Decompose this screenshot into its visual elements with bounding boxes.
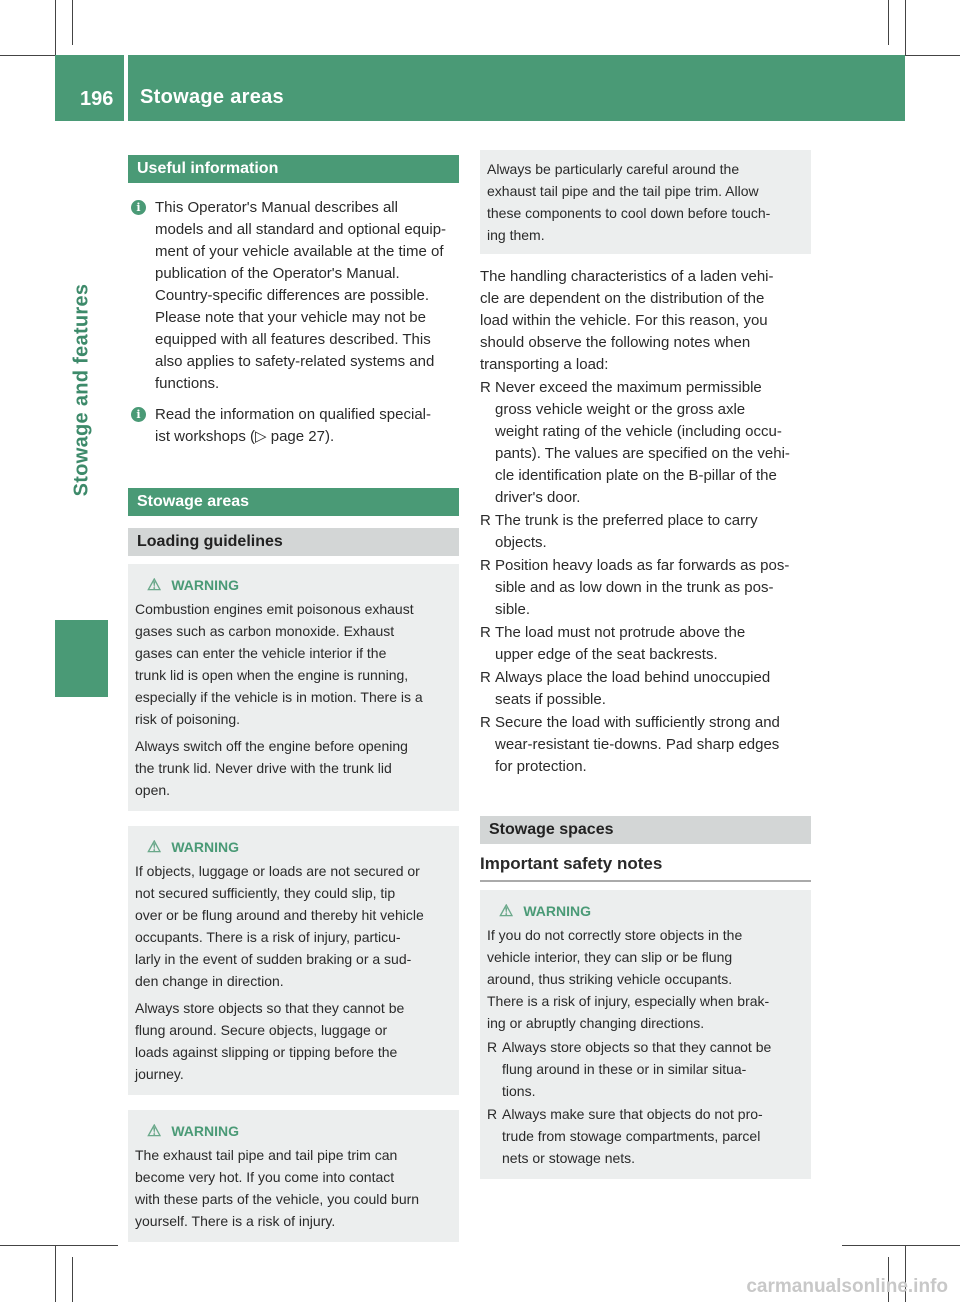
- text-line: load within the vehicle. For this reason, you: [480, 312, 768, 329]
- subsection-title-loading-guidelines: Loading guidelines: [128, 528, 459, 556]
- page-number: 196: [80, 88, 114, 110]
- text-line: Always store objects so that they cannot be: [502, 1039, 772, 1055]
- text-line: This Operator's Manual describes all: [155, 199, 398, 216]
- right-column: [480, 150, 811, 1179]
- crop-mark: [72, 1257, 73, 1302]
- info-note-text: [155, 404, 459, 448]
- text-line: become very hot. If you come into contact: [135, 1169, 395, 1185]
- text-line: models and all standard and optional equip-: [155, 221, 447, 238]
- text-line: larly in the event of sudden braking or a sud-: [135, 951, 412, 967]
- list-item: [487, 1036, 804, 1102]
- text-line: Read the information on qualified special-: [155, 406, 431, 423]
- list-item: [480, 510, 811, 554]
- text-line: upper edge of the seat backrests.: [495, 646, 718, 663]
- page-title: Stowage areas: [140, 86, 284, 108]
- text-line: journey.: [135, 1066, 184, 1082]
- text-line: with these parts of the vehicle, you could burn: [135, 1191, 420, 1207]
- text-line: around, thus striking vehicle occupants.: [487, 971, 733, 987]
- crop-mark: [0, 1245, 118, 1246]
- text-line: sible and as low down in the trunk as pos-: [495, 579, 774, 596]
- warning-triangle-icon: ⚠: [499, 903, 514, 920]
- crop-mark: [888, 0, 889, 45]
- text-line: Position heavy loads as far forwards as pos-: [495, 557, 790, 574]
- text-line: functions.: [155, 375, 220, 392]
- bullet-icon: R: [480, 557, 491, 574]
- info-note-1: [128, 197, 459, 395]
- text-line: cle are dependent on the distribution of the: [480, 290, 765, 307]
- text-line: ing them.: [487, 227, 545, 243]
- crop-mark: [842, 1245, 960, 1246]
- text-line: gross vehicle weight or the gross axle: [495, 401, 746, 418]
- warning-paragraph: [135, 997, 452, 1085]
- bullet-icon: R: [480, 669, 491, 686]
- list-item: [480, 555, 811, 621]
- text-line: wear-resistant tie-downs. Pad sharp edges: [495, 736, 780, 753]
- text-line: Secure the load with sufficiently strong and: [495, 714, 780, 731]
- bullet-icon: R: [487, 1039, 498, 1055]
- text-line: The exhaust tail pipe and tail pipe trim can: [135, 1147, 398, 1163]
- text-line: ment of your vehicle available at the time of: [155, 243, 444, 260]
- info-icon: i: [131, 200, 146, 215]
- text-line: over or be flung around and thereby hit vehicle: [135, 907, 424, 923]
- text-line: trunk lid is open when the engine is running,: [135, 667, 409, 683]
- warning-heading: [135, 574, 452, 596]
- warning-box: [128, 564, 459, 811]
- warning-box: [128, 1110, 459, 1242]
- bullet-icon: R: [480, 379, 491, 396]
- crop-mark: [905, 0, 906, 55]
- watermark: carmanualsonline.info: [746, 1276, 948, 1297]
- warning-box-continued: [480, 150, 811, 254]
- text-line: pants). The values are specified on the vehi-: [495, 445, 790, 462]
- warning-heading: [487, 900, 804, 922]
- handling-paragraph: [480, 266, 811, 376]
- left-column: [128, 155, 459, 1242]
- page-reference-link[interactable]: ist workshops (▷ page 27).: [155, 428, 335, 445]
- text-line: gases can enter the vehicle interior if the: [135, 645, 387, 661]
- side-tab-label: Stowage and features: [70, 283, 93, 497]
- text-line: loads against slipping or tipping before the: [135, 1044, 398, 1060]
- text-line: driver's door.: [495, 489, 581, 506]
- text-line: trude from stowage compartments, parcel: [502, 1128, 761, 1144]
- warning-label: WARNING: [171, 577, 240, 593]
- list-item: [480, 667, 811, 711]
- text-line: the trunk lid. Never drive with the trunk lid: [135, 760, 392, 776]
- text-line: open.: [135, 782, 171, 798]
- warning-label: WARNING: [171, 839, 240, 855]
- text-line: also applies to safety-related systems and: [155, 353, 435, 370]
- text-line: tions.: [502, 1083, 536, 1099]
- subsection-title-stowage-spaces: Stowage spaces: [480, 816, 811, 844]
- text-line: flung around in these or in similar situa-: [502, 1061, 747, 1077]
- text-line: publication of the Operator's Manual.: [155, 265, 400, 282]
- warning-box: [128, 826, 459, 1095]
- text-line: Always store objects so that they cannot be: [135, 1000, 405, 1016]
- warning-label: WARNING: [171, 1123, 240, 1139]
- crop-mark: [55, 1245, 56, 1302]
- section-title-useful-information: Useful information: [128, 155, 459, 183]
- text-line: weight rating of the vehicle (including occu-: [495, 423, 782, 440]
- text-line: flung around. Secure objects, luggage or: [135, 1022, 388, 1038]
- crop-mark: [55, 0, 56, 55]
- text-line: vehicle interior, they can slip or be flung: [487, 949, 733, 965]
- text-line: seats if possible.: [495, 691, 606, 708]
- list-item: [480, 712, 811, 778]
- text-line: The trunk is the preferred place to carry: [495, 512, 758, 529]
- bullet-icon: R: [480, 624, 491, 641]
- text-line: risk of poisoning.: [135, 711, 241, 727]
- bullet-icon: R: [480, 714, 491, 731]
- text-line: sible.: [495, 601, 531, 618]
- warning-triangle-icon: ⚠: [147, 839, 162, 856]
- info-note-2: [128, 404, 459, 448]
- text-line: Always make sure that objects do not pro-: [502, 1106, 763, 1122]
- warning-box: [480, 890, 811, 1179]
- text-line: There is a risk of injury, especially when brak-: [487, 993, 770, 1009]
- text-line: gases such as carbon monoxide. Exhaust: [135, 623, 395, 639]
- heading-important-safety-notes: Important safety notes: [480, 854, 811, 882]
- text-line: nets or stowage nets.: [502, 1150, 636, 1166]
- text-line: especially if the vehicle is in motion. There is a: [135, 689, 423, 705]
- text-line: Country-specific differences are possible.: [155, 287, 430, 304]
- text-line: Always place the load behind unoccupied: [495, 669, 771, 686]
- warning-label: WARNING: [523, 903, 592, 919]
- text-line: The load must not protrude above the: [495, 624, 746, 641]
- warning-triangle-icon: ⚠: [147, 577, 162, 594]
- crop-mark: [72, 0, 73, 45]
- warning-triangle-icon: ⚠: [147, 1123, 162, 1140]
- warning-heading: [135, 1120, 452, 1142]
- text-line: If you do not correctly store objects in the: [487, 927, 743, 943]
- header-divider: [124, 55, 128, 121]
- text-line: occupants. There is a risk of injury, particu-: [135, 929, 401, 945]
- text-line: ing or abruptly changing directions.: [487, 1015, 705, 1031]
- section-title-stowage-areas: Stowage areas: [128, 488, 459, 516]
- text-line: yourself. There is a risk of injury.: [135, 1213, 336, 1229]
- list-item: [480, 377, 811, 509]
- text-line: Please note that your vehicle may not be: [155, 309, 426, 326]
- text-line: Combustion engines emit poisonous exhaust: [135, 601, 414, 617]
- text-line: If objects, luggage or loads are not secured or: [135, 863, 420, 879]
- text-line: Never exceed the maximum permissible: [495, 379, 762, 396]
- text-line: not secured sufficiently, they could slip, tip: [135, 885, 396, 901]
- warning-heading: [135, 836, 452, 858]
- text-line: equipped with all features described. This: [155, 331, 431, 348]
- info-note-text: [155, 197, 459, 395]
- text-line: The handling characteristics of a laden vehi-: [480, 268, 774, 285]
- text-line: Always switch off the engine before opening: [135, 738, 408, 754]
- text-line: objects.: [495, 534, 547, 551]
- text-line: den change in direction.: [135, 973, 284, 989]
- text-line: these components to cool down before touch-: [487, 205, 771, 221]
- text-line: for protection.: [495, 758, 587, 775]
- list-item: [480, 622, 811, 666]
- bullet-icon: R: [480, 512, 491, 529]
- bullet-icon: R: [487, 1106, 498, 1122]
- text-line: cle identification plate on the B-pillar of the: [495, 467, 777, 484]
- info-icon: i: [131, 407, 146, 422]
- text-line: transporting a load:: [480, 356, 609, 373]
- warning-paragraph: [135, 735, 452, 801]
- list-item: [487, 1103, 804, 1169]
- text-line: Always be particularly careful around the: [487, 161, 740, 177]
- text-line: exhaust tail pipe and the tail pipe trim. Allow: [487, 183, 759, 199]
- text-line: should observe the following notes when: [480, 334, 751, 351]
- side-tab-block: [55, 620, 108, 697]
